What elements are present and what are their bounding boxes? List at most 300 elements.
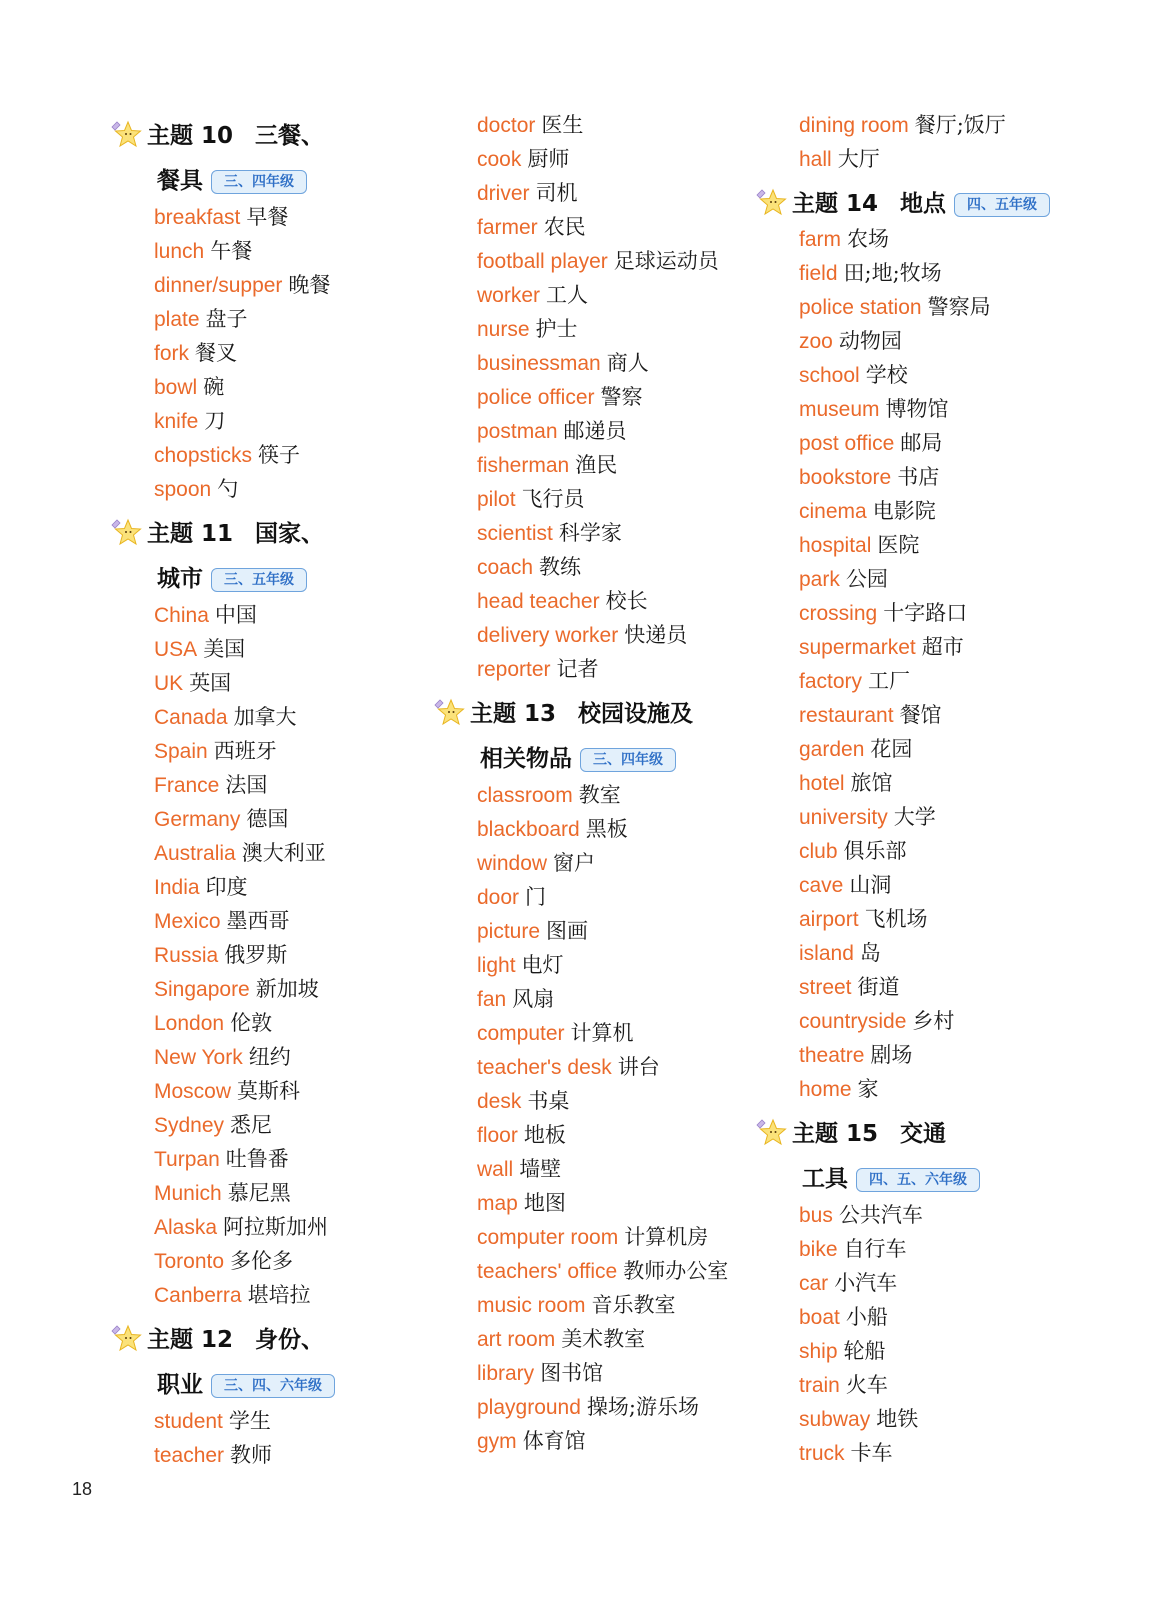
chinese-meaning: 飞机场 [864,907,928,931]
english-word: Spain [154,740,208,763]
word-entry [477,248,719,275]
chinese-meaning: 早餐 [246,205,289,229]
topic-heading [109,1322,324,1355]
topic-title: 三餐、 [255,123,325,149]
topic-number: 主题 12 [147,1327,234,1353]
word-entry [477,1258,728,1285]
word-entry [477,1088,569,1115]
english-word: scientist [477,522,553,545]
topic-title-part2: 职业 [157,1372,203,1398]
chinese-meaning: 渔民 [575,453,618,477]
word-entry [477,986,554,1013]
english-word: hall [799,148,832,171]
topic-heading [754,186,1050,219]
chinese-meaning: 护士 [535,317,578,341]
chinese-meaning: 教室 [578,783,621,807]
chinese-meaning: 书店 [897,465,940,489]
english-word: park [799,568,840,591]
topic-title-continued [802,1164,980,1194]
english-word: car [799,1272,829,1295]
grade-badge: 四、五年级 [954,193,1050,217]
chinese-meaning: 书桌 [527,1089,570,1113]
word-entry [154,1408,271,1435]
word-entry [477,486,585,513]
english-word: island [799,942,854,965]
chinese-meaning: 电灯 [521,953,564,977]
english-word: Munich [154,1182,222,1205]
english-word: hospital [799,534,872,557]
grade-badge: 三、四年级 [211,170,307,194]
english-word: factory [799,670,863,693]
topic-number: 主题 15 [792,1121,879,1147]
word-entry [154,1044,291,1071]
english-word: subway [799,1408,871,1431]
english-word: train [799,1374,840,1397]
english-word: cook [477,148,522,171]
topic-title-continued [480,744,676,774]
english-word: fisherman [477,454,570,477]
word-entry [799,430,942,457]
word-entry [477,1190,566,1217]
english-word: Mexico [154,910,221,933]
english-word: delivery worker [477,624,619,647]
chinese-meaning: 博物馆 [885,397,949,421]
chinese-meaning: 美国 [203,637,246,661]
chinese-meaning: 墙壁 [519,1157,562,1181]
word-entry [154,806,288,833]
english-word: bike [799,1238,838,1261]
word-entry [799,260,942,287]
chinese-meaning: 警察 [600,385,643,409]
word-entry [799,1202,923,1229]
word-entry [477,816,628,843]
word-entry [799,1338,886,1365]
english-word: playground [477,1396,581,1419]
english-word: bowl [154,376,198,399]
word-entry [154,908,290,935]
word-entry [154,374,224,401]
chinese-meaning: 学生 [228,1409,271,1433]
chinese-meaning: 纽约 [248,1045,291,1069]
word-entry [799,770,893,797]
english-word: picture [477,920,541,943]
topic-number: 主题 14 [792,191,879,217]
chinese-meaning: 图画 [546,919,589,943]
english-word: countryside [799,1010,907,1033]
chinese-meaning: 邮递员 [563,419,627,443]
english-word: computer room [477,1226,619,1249]
chinese-meaning: 体育馆 [522,1429,586,1453]
english-word: bus [799,1204,833,1227]
word-entry [477,316,578,343]
word-entry [799,974,900,1001]
chinese-meaning: 午餐 [210,239,253,263]
chinese-meaning: 地板 [523,1123,566,1147]
word-entry [154,1112,272,1139]
star-icon [109,516,143,548]
english-word: cinema [799,500,867,523]
word-entry [799,872,891,899]
word-entry [154,1180,291,1207]
english-word: ship [799,1340,838,1363]
chinese-meaning: 晚餐 [288,273,331,297]
word-entry [154,636,245,663]
chinese-meaning: 新加坡 [255,977,319,1001]
word-entry [477,884,546,911]
word-entry [154,942,287,969]
chinese-meaning: 足球运动员 [613,249,719,273]
chinese-meaning: 筷子 [258,443,301,467]
english-word: Russia [154,944,219,967]
english-word: Toronto [154,1250,225,1273]
chinese-meaning: 堪培拉 [247,1283,311,1307]
english-word: businessman [477,352,601,375]
english-word: theatre [799,1044,865,1067]
english-word: China [154,604,209,627]
word-entry [799,668,910,695]
chinese-meaning: 计算机 [570,1021,634,1045]
word-entry [799,532,919,559]
chinese-meaning: 农民 [543,215,586,239]
word-entry [477,918,588,945]
english-word: wall [477,1158,514,1181]
english-word: India [154,876,200,899]
chinese-meaning: 超市 [921,635,964,659]
english-word: fork [154,342,190,365]
english-word: plate [154,308,200,331]
chinese-meaning: 伦敦 [230,1011,273,1035]
word-entry [799,1042,912,1069]
chinese-meaning: 讲台 [617,1055,660,1079]
chinese-meaning: 科学家 [558,521,622,545]
chinese-meaning: 十字路口 [883,601,968,625]
topic-title-part2: 工具 [802,1166,848,1192]
english-word: coach [477,556,534,579]
english-word: Turpan [154,1148,220,1171]
chinese-meaning: 西班牙 [213,739,277,763]
word-entry [154,204,288,231]
topic-title-continued [157,166,307,196]
chinese-meaning: 碗 [203,375,225,399]
chinese-meaning: 悉尼 [230,1113,273,1137]
chinese-meaning: 餐馆 [899,703,942,727]
chinese-meaning: 教师办公室 [623,1259,729,1283]
chinese-meaning: 小船 [845,1305,888,1329]
english-word: school [799,364,860,387]
word-entry [154,738,277,765]
english-word: Canada [154,706,228,729]
word-entry [154,1442,272,1469]
word-entry [799,1270,897,1297]
chinese-meaning: 澳大利亚 [241,841,326,865]
chinese-meaning: 餐厅;饭厅 [914,113,1006,137]
chinese-meaning: 大学 [893,805,936,829]
english-word: classroom [477,784,573,807]
chinese-meaning: 俱乐部 [843,839,907,863]
english-word: teacher [154,1444,225,1467]
english-word: Sydney [154,1114,225,1137]
english-word: museum [799,398,880,421]
chinese-meaning: 剧场 [870,1043,913,1067]
topic-number: 主题 10 [147,123,234,149]
word-entry [477,112,583,139]
topic-heading [109,118,324,151]
chinese-meaning: 盘子 [205,307,248,331]
topic-heading [109,516,324,549]
word-entry [799,146,880,173]
word-entry [477,656,599,683]
topic-title-continued [157,564,307,594]
english-word: post office [799,432,895,455]
chinese-meaning: 窗户 [553,851,596,875]
word-entry [799,1008,954,1035]
topic-title: 地点 [900,191,947,217]
english-word: chopsticks [154,444,253,467]
chinese-meaning: 花园 [870,737,913,761]
english-word: hotel [799,772,845,795]
word-entry [477,214,586,241]
english-word: reporter [477,658,551,681]
word-entry [477,1292,676,1319]
word-entry [799,498,936,525]
english-word: lunch [154,240,205,263]
word-entry [799,736,912,763]
english-word: knife [154,410,199,433]
chinese-meaning: 司机 [535,181,578,205]
english-word: boat [799,1306,840,1329]
word-entry [154,840,326,867]
english-word: home [799,1078,852,1101]
word-entry [154,408,225,435]
chinese-meaning: 大厅 [837,147,880,171]
chinese-meaning: 英国 [189,671,232,695]
english-word: teachers' office [477,1260,618,1283]
topic-title: 交通 [900,1121,947,1147]
word-entry [799,294,991,321]
topic-title-part2: 相关物品 [480,746,572,772]
chinese-meaning: 吐鲁番 [225,1147,289,1171]
topic-title: 校园设施及 [578,701,694,727]
chinese-meaning: 快递员 [624,623,688,647]
english-word: map [477,1192,518,1215]
english-word: floor [477,1124,518,1147]
chinese-meaning: 公共汽车 [838,1203,923,1227]
english-word: door [477,886,520,909]
english-word: driver [477,182,530,205]
word-entry [477,952,564,979]
english-word: teacher's desk [477,1056,612,1079]
chinese-meaning: 加拿大 [233,705,297,729]
chinese-meaning: 旅馆 [850,771,893,795]
word-entry [799,362,908,389]
word-entry [799,634,964,661]
grade-badge: 三、四年级 [580,748,676,772]
chinese-meaning: 飞行员 [521,487,585,511]
star-icon [109,1322,143,1354]
chinese-meaning: 田;地;牧场 [843,261,942,285]
word-entry [799,1076,879,1103]
word-entry [154,1078,300,1105]
star-icon [109,118,143,150]
chinese-meaning: 墨西哥 [226,909,290,933]
english-word: France [154,774,220,797]
chinese-meaning: 医生 [541,113,584,137]
chinese-meaning: 小汽车 [834,1271,898,1295]
word-entry [154,1146,289,1173]
word-entry [477,1054,660,1081]
word-entry [477,452,617,479]
word-entry [154,1282,311,1309]
word-entry [154,670,231,697]
chinese-meaning: 莫斯科 [237,1079,301,1103]
english-word: cave [799,874,844,897]
english-word: Singapore [154,978,250,1001]
word-entry [799,396,949,423]
word-entry [477,350,649,377]
english-word: New York [154,1046,243,1069]
english-word: library [477,1362,535,1385]
chinese-meaning: 美术教室 [561,1327,646,1351]
word-entry [477,1360,603,1387]
word-entry [154,272,330,299]
chinese-meaning: 图书馆 [540,1361,604,1385]
english-word: bookstore [799,466,892,489]
word-entry [799,838,907,865]
word-entry [799,1236,907,1263]
chinese-meaning: 学校 [865,363,908,387]
star-icon [754,1116,788,1148]
english-word: UK [154,672,184,695]
topic-title: 国家、 [255,521,325,547]
english-word: club [799,840,838,863]
word-entry [799,600,967,627]
word-entry [154,1010,272,1037]
chinese-meaning: 火车 [845,1373,888,1397]
word-entry [799,804,936,831]
chinese-meaning: 山洞 [849,873,892,897]
chinese-meaning: 家 [857,1077,879,1101]
word-entry [477,1122,566,1149]
english-word: spoon [154,478,212,501]
chinese-meaning: 印度 [205,875,248,899]
chinese-meaning: 记者 [556,657,599,681]
word-entry [154,238,252,265]
word-entry [799,226,889,253]
chinese-meaning: 教师 [230,1443,273,1467]
chinese-meaning: 餐叉 [195,341,238,365]
english-word: USA [154,638,198,661]
english-word: farm [799,228,841,251]
chinese-meaning: 医院 [877,533,920,557]
word-entry [477,520,622,547]
word-entry [799,906,928,933]
word-entry [154,340,237,367]
star-icon [432,696,466,728]
english-word: head teacher [477,590,600,613]
chinese-meaning: 动物园 [838,329,902,353]
word-entry [154,602,257,629]
english-word: Canberra [154,1284,242,1307]
topic-title: 身份、 [255,1327,325,1353]
grade-badge: 三、五年级 [211,568,307,592]
english-word: police officer [477,386,595,409]
page-number: 18 [72,1479,93,1499]
chinese-meaning: 校长 [605,589,648,613]
chinese-meaning: 邮局 [900,431,943,455]
word-entry [477,384,643,411]
chinese-meaning: 多伦多 [230,1249,294,1273]
english-word: nurse [477,318,530,341]
word-entry [477,1428,586,1455]
topic-title-part2: 餐具 [157,168,203,194]
word-entry [799,1440,893,1467]
chinese-meaning: 岛 [859,941,881,965]
english-word: doctor [477,114,536,137]
chinese-meaning: 警察局 [927,295,991,319]
english-word: gym [477,1430,517,1453]
word-entry [799,1406,918,1433]
word-entry [799,566,888,593]
word-entry [154,704,297,731]
english-word: window [477,852,548,875]
word-entry [477,1224,708,1251]
word-entry [799,702,942,729]
chinese-meaning: 慕尼黑 [227,1181,291,1205]
word-entry [154,1214,328,1241]
english-word: dining room [799,114,909,137]
word-entry [477,282,588,309]
english-word: crossing [799,602,878,625]
english-word: Moscow [154,1080,232,1103]
word-entry [799,112,1006,139]
topic-number: 主题 11 [147,521,234,547]
english-word: Alaska [154,1216,218,1239]
word-entry [154,976,319,1003]
word-entry [154,1248,293,1275]
topic-heading [432,696,693,729]
chinese-meaning: 卡车 [850,1441,893,1465]
chinese-meaning: 风扇 [512,987,555,1011]
english-word: truck [799,1442,845,1465]
english-word: dinner/supper [154,274,283,297]
topic-title-continued [157,1370,335,1400]
word-entry [154,772,267,799]
word-entry [799,940,881,967]
word-entry [154,306,248,333]
chinese-meaning: 计算机房 [624,1225,709,1249]
chinese-meaning: 轮船 [843,1339,886,1363]
chinese-meaning: 阿拉斯加州 [223,1215,329,1239]
chinese-meaning: 门 [525,885,547,909]
word-entry [477,418,627,445]
english-word: student [154,1410,223,1433]
chinese-meaning: 法国 [225,773,268,797]
chinese-meaning: 自行车 [843,1237,907,1261]
chinese-meaning: 电影院 [872,499,936,523]
word-entry [154,442,300,469]
word-entry [477,1156,561,1183]
english-word: garden [799,738,865,761]
word-entry [799,328,902,355]
chinese-meaning: 乡村 [912,1009,955,1033]
word-entry [477,1020,634,1047]
word-entry [477,1394,699,1421]
chinese-meaning: 农场 [847,227,889,251]
chinese-meaning: 黑板 [585,817,628,841]
chinese-meaning: 操场;游乐场 [586,1395,699,1419]
grade-badge: 四、五、六年级 [856,1168,980,1192]
english-word: restaurant [799,704,894,727]
